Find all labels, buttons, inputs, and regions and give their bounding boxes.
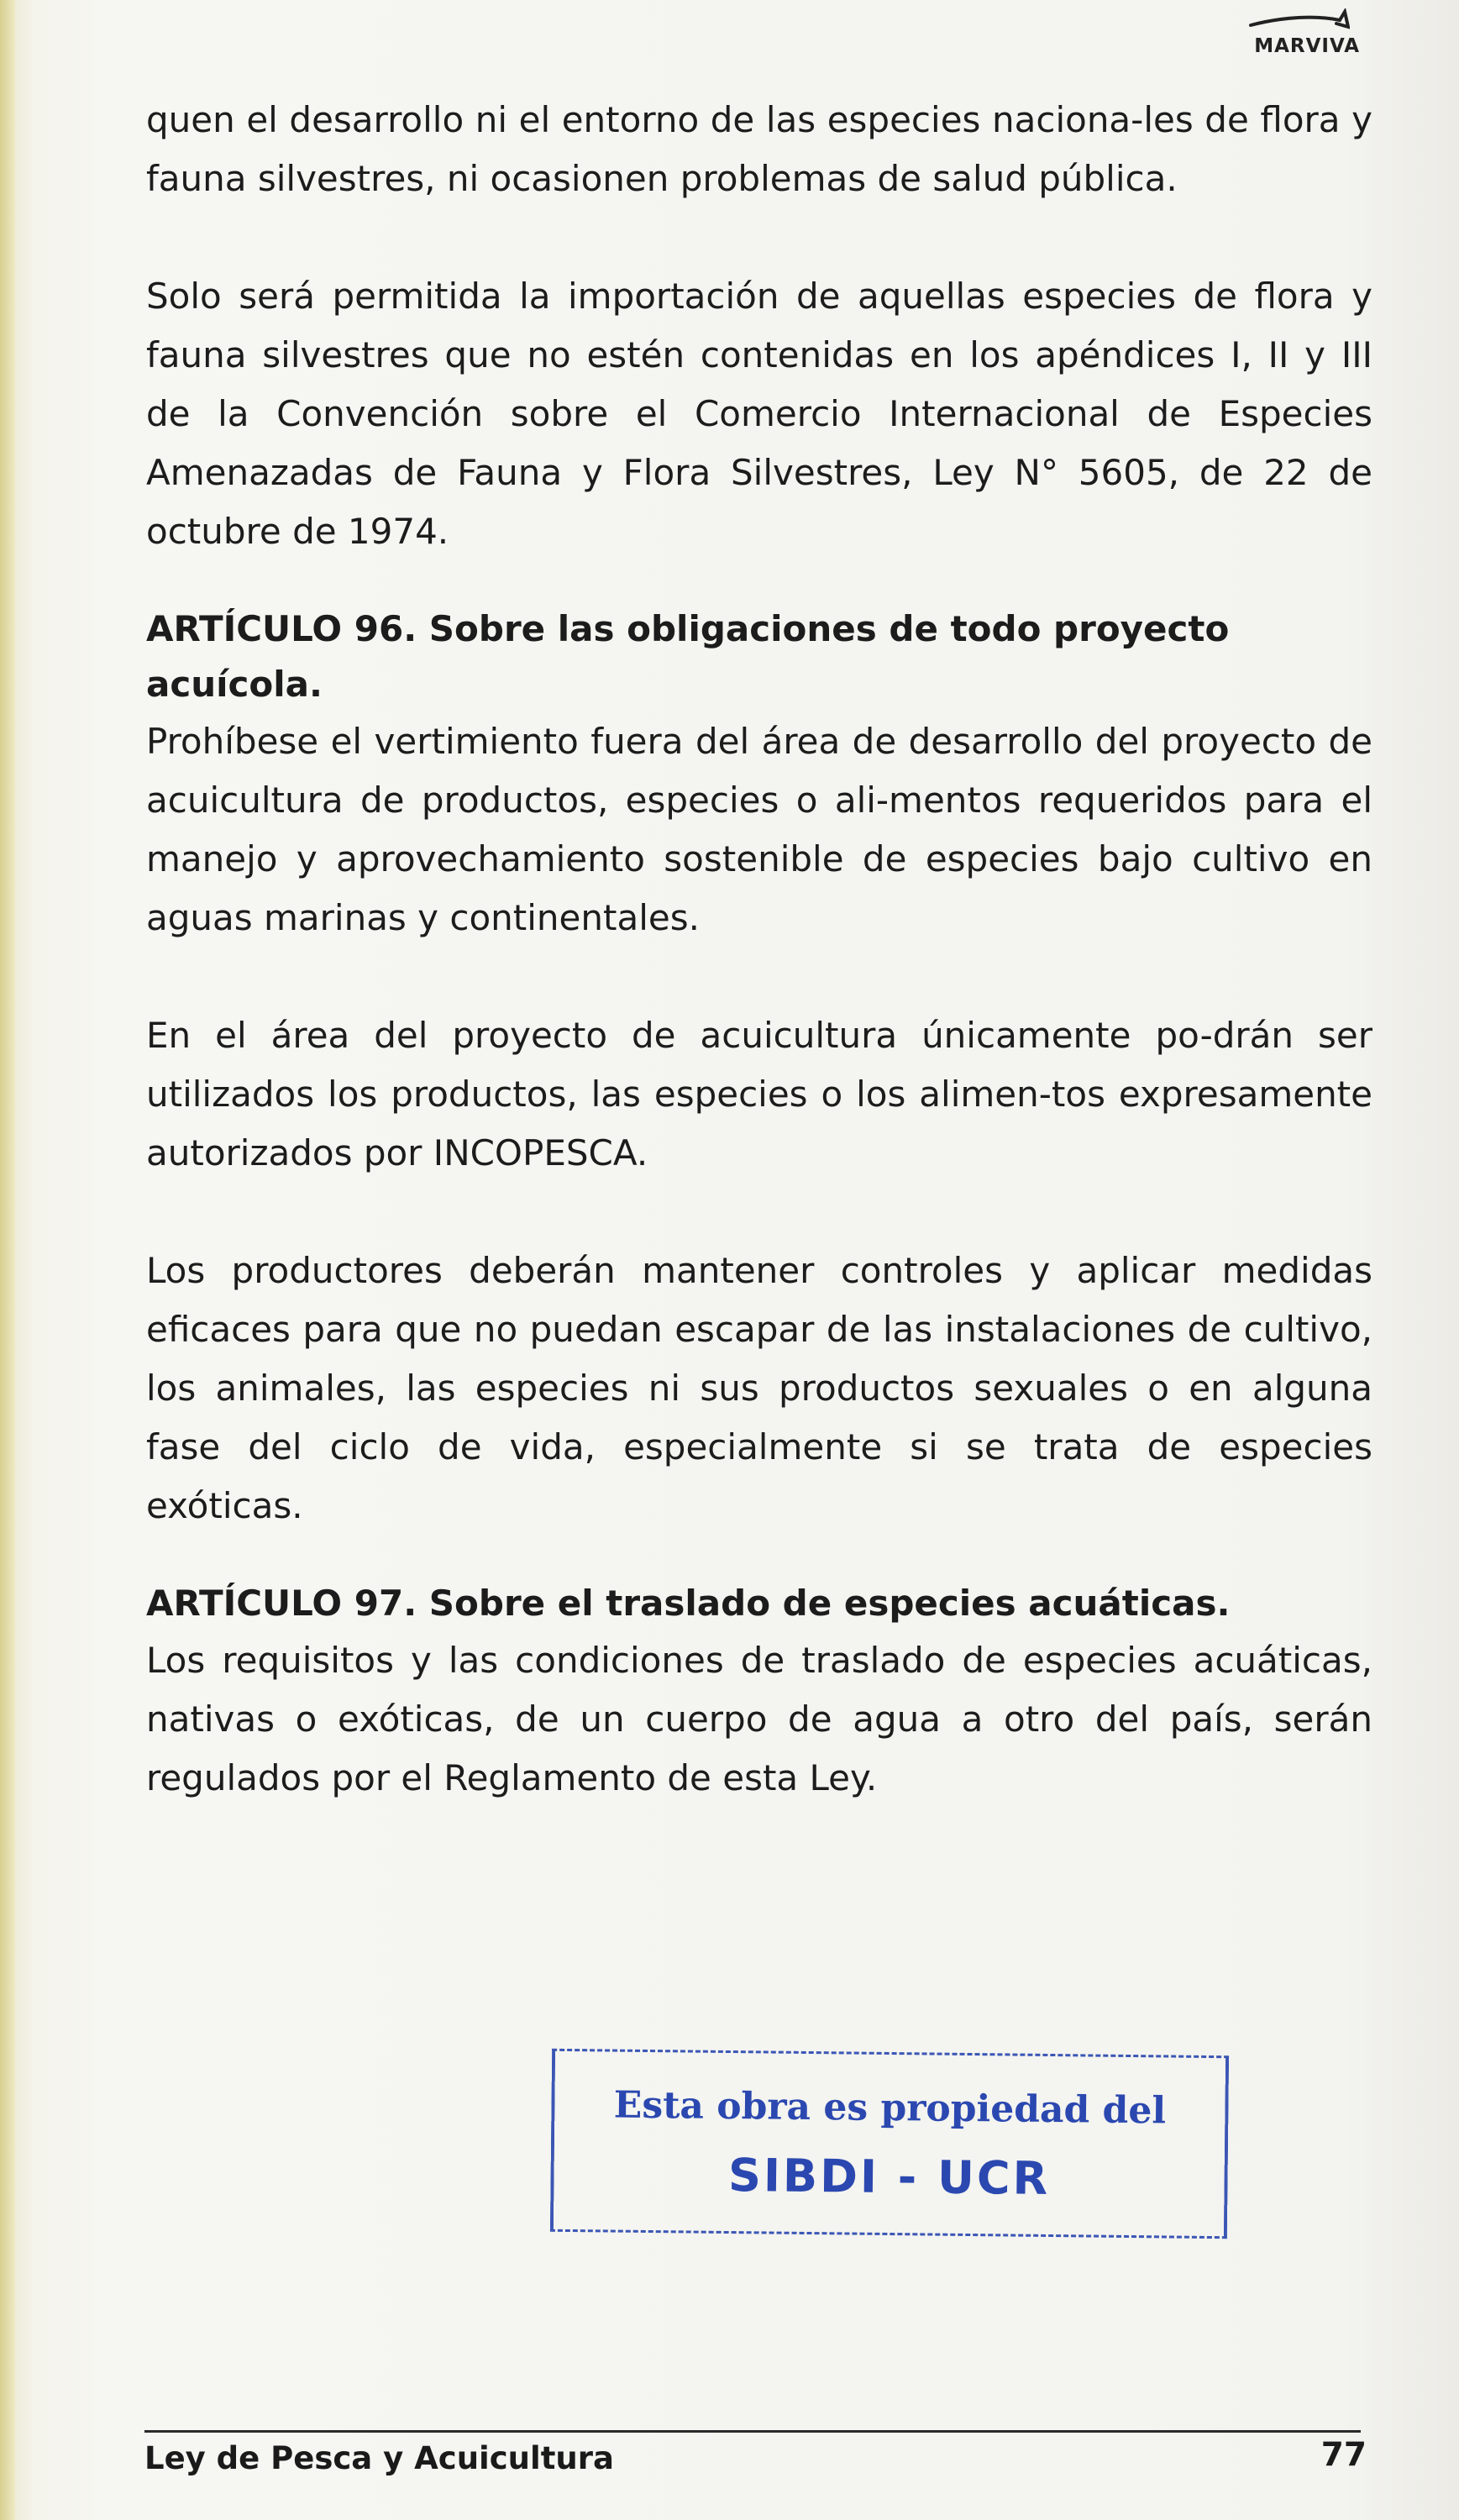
- article-96-heading: ARTÍCULO 96. Sobre las obligaciones de todo proyecto acuícola.: [146, 608, 1230, 705]
- paragraph-1: quen el desarrollo ni el entorno de las especies naciona-les de flora y fauna silvestres, ni ocasionen problemas de salud pública.: [146, 99, 1372, 199]
- stamp-line-1: Esta obra es propiedad del: [613, 2083, 1167, 2133]
- paragraph-3: Prohíbese el vertimiento fuera del área de desarrollo del proyecto de acuicultura de productos, especies o ali-mentos requeridos para el manejo y aprovechamiento sostenible de especies bajo cultivo en aguas marinas y continentales.: [146, 721, 1372, 938]
- footer-book-title: Ley de Pesca y Acuicultura: [144, 2440, 614, 2476]
- page-binding-edge: [0, 0, 15, 2520]
- stamp-line-2: SIBDI - UCR: [727, 2148, 1051, 2206]
- paragraph-6: Los requisitos y las condiciones de traslado de especies acuáticas, nativas o exóticas, de un cuerpo de agua a otro del país, serán regulados por el Reglamento de esta Ley.: [146, 1640, 1372, 1798]
- paragraph-5: Los productores deberán mantener controles y aplicar medidas eficaces para que no puedan escapar de las instalaciones de cultivo, los animales, las especies ni sus productos sexuales o en alguna fase del ciclo de vida, especialmente si se trata de especies exóticas.: [146, 1250, 1372, 1526]
- footer-divider: [144, 2430, 1361, 2433]
- page-content: [146, 91, 1372, 1808]
- marviva-logo: [1234, 8, 1360, 67]
- paragraph-4: En el área del proyecto de acuicultura únicamente po-drán ser utilizados los productos, las especies o los alimen-tos expresamente autorizados por INCOPESCA.: [146, 1015, 1372, 1173]
- paragraph-2: Solo será permitida la importación de aquellas especies de flora y fauna silvestres que no estén contenidas en los apéndices I, II y III de la Convención sobre el Comercio Internacional de Especies Amenazadas de Fauna y Flora Silvestres, Ley N° 5605, de 22 de octubre de 1974.: [146, 276, 1372, 552]
- library-ownership-stamp: [550, 2049, 1229, 2239]
- logo-text: MARVIVA: [1254, 35, 1360, 57]
- logo-swoosh-icon: [1249, 8, 1350, 30]
- article-97-heading: ARTÍCULO 97. Sobre el traslado de especies acuáticas.: [146, 1583, 1231, 1624]
- page-number: 77: [1320, 2436, 1367, 2474]
